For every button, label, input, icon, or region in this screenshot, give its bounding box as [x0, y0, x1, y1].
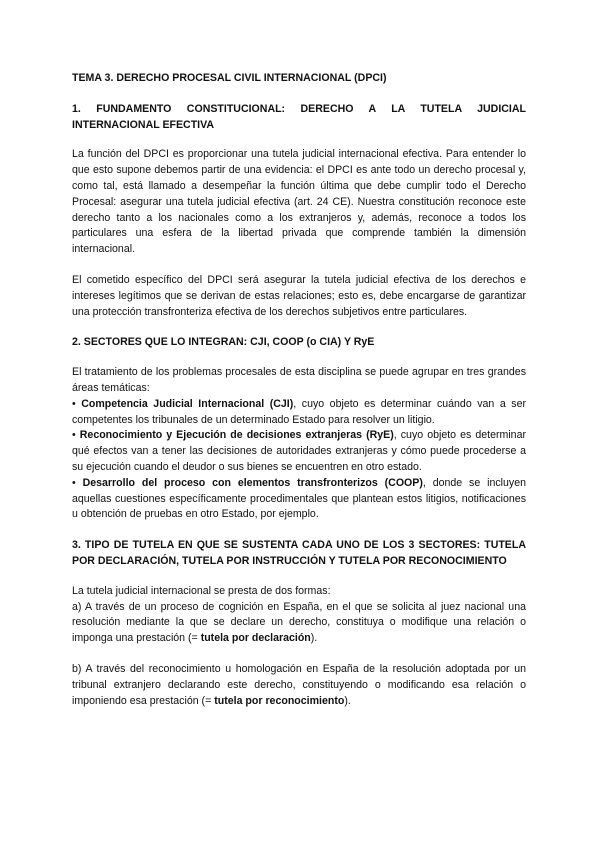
option-a-term: tutela por declaración — [200, 632, 311, 645]
list-item-text: , cuyo objeto es determinar qué efectos van a tener las decisiones de autoridades extranjeras y cómo puede procederse a su ejecución cuando el deudor o sus bienes se encuentren en otro estado. — [72, 429, 526, 473]
section-3-option-a — [72, 600, 526, 647]
section-2-intro: El tratamiento de los problemas procesales de esta disciplina se puede agrupar en tres grandes áreas temáticas: — [72, 366, 526, 394]
section-3-option-b — [72, 662, 526, 709]
list-item — [72, 476, 526, 523]
bullet-glyph: • — [72, 397, 76, 410]
bullet-glyph: • — [72, 429, 76, 442]
list-item-term: Competencia Judicial Internacional (CJI) — [81, 397, 294, 410]
list-item — [72, 397, 526, 429]
list-item-text: , cuyo objeto es determinar cuándo van a ser competentes los tribunales de un determinado Estado para resolver un litigio. — [72, 397, 526, 426]
document-title: TEMA 3. DERECHO PROCESAL CIVIL INTERNACIONAL (DPCI) — [72, 72, 387, 84]
list-item-term: Desarrollo del proceso con elementos transfronterizos (COOP) — [82, 476, 423, 489]
section-1-paragraph-1: La función del DPCI es proporcionar una tutela judicial internacional efectiva. Para entender lo que esto supone debemos partir de una evidencia: el DPCI es ante todo un derecho procesal y, como tal, está llamado a desempeñar la función última que debe cumplir todo el Derecho Procesal: asegurar una tutela judicial efectiva (art. 24 CE). Nuestra constitución reconoce este derecho tanto a los nacionales como a los extranjeros y, además, reconoce a todos los particulares una esfera de la libertad privada que comprende también la dimensión internacional. — [72, 148, 526, 256]
section-2-heading: 2. SECTORES QUE LO INTEGRAN: CJI, COOP (o CIA) Y RyE — [72, 336, 375, 349]
option-b-text: b) A través del reconocimiento u homologación en España de la resolución adoptada por un tribunal extranjero declarando este derecho, constituyendo o modificando esa relación o imponiendo esa prestación (= — [72, 662, 526, 707]
option-a-text: a) A través de un proceso de cognición en España, en el que se solicita al juez nacional una resolución mediante la que se declare un derecho, constituya o modifique una relación o imponga una prestación (= — [72, 600, 526, 645]
option-a-end: ). — [310, 632, 318, 645]
list-item-text: , donde se incluyen aquellas cuestiones específicamente procedimentales que plantean estos litigios, notificaciones u obtención de pruebas en otro Estado, por ejemplo. — [72, 476, 526, 521]
option-b-end: ). — [344, 694, 351, 707]
section-3-heading: 3. TIPO DE TUTELA EN QUE SE SUSTENTA CADA UNO DE LOS 3 SECTORES: TUTELA POR DECLARACIÓN, TUTELA POR INSTRUCCIÓN Y TUTELA POR RECONOCIMIENTO — [72, 539, 526, 567]
option-b-term: tutela por reconocimiento — [214, 694, 345, 707]
list-item — [72, 428, 526, 475]
section-1-heading: 1. FUNDAMENTO CONSTITUCIONAL: DERECHO A LA TUTELA JUDICIAL INTERNACIONAL EFECTIVA — [72, 102, 526, 131]
document-content — [72, 71, 526, 709]
section-1-paragraph-2: El cometido específico del DPCI será asegurar la tutela judicial efectiva de los derechos e intereses legítimos que se derivan de estas relaciones; esto es, debe encargarse de garantizar una protección transfronteriza efectiva de los derechos subjetivos entre particulares. — [72, 273, 526, 318]
section-3-intro: La tutela judicial internacional se presta de dos formas: — [72, 584, 331, 597]
bullet-glyph: • — [72, 476, 76, 489]
list-item-term: Reconocimiento y Ejecución de decisiones extranjeras (RyE) — [79, 429, 394, 442]
sectors-list — [72, 397, 526, 523]
